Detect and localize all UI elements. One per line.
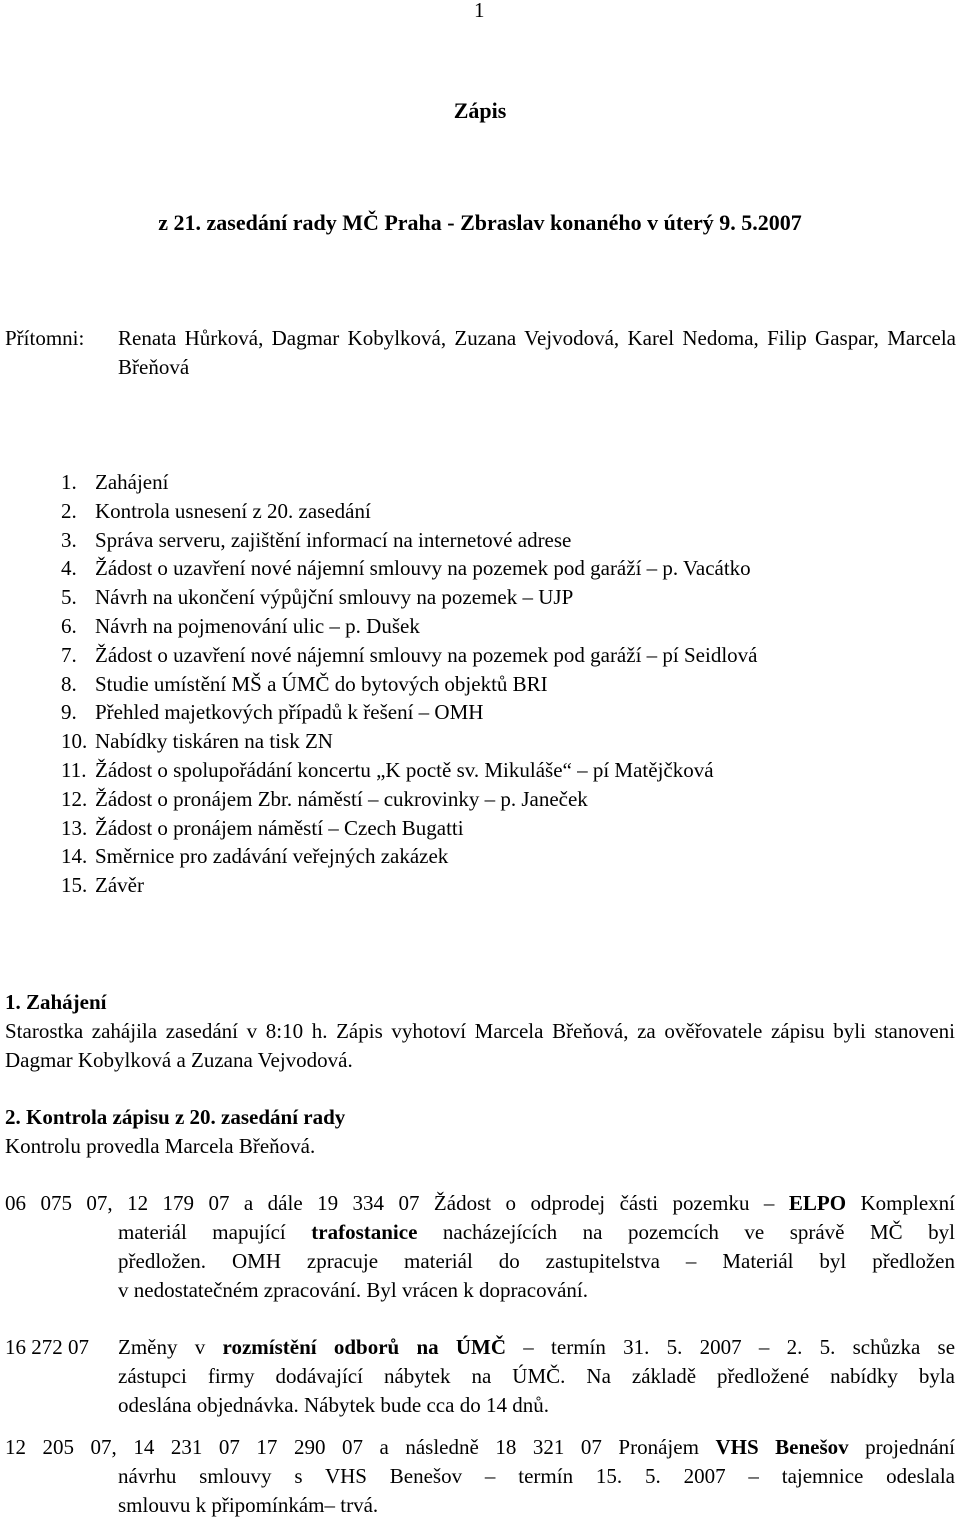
agenda-item bbox=[61, 670, 757, 699]
agenda-item-number: 5. bbox=[61, 585, 77, 610]
agenda-item-number: 1. bbox=[61, 470, 77, 494]
case-item-heading-text: 06 075 07, 12 179 07 a dále 19 334 07 Žádost o odprodej části pozemku – bbox=[5, 1191, 789, 1215]
agenda-item-number: 4. bbox=[61, 556, 77, 581]
agenda-item-number: 11. bbox=[61, 757, 87, 782]
case-item-heading-tail: projednání bbox=[848, 1435, 955, 1459]
case-item-body bbox=[118, 1362, 955, 1420]
case-item-heading-text: 12 205 07, 14 231 07 17 290 07 a následně 18 321 07 Pronájem bbox=[5, 1435, 716, 1459]
attendees-names: Renata Hůrková, Dagmar Kobylková, Zuzana Vejvodová, Karel Nedoma, Filip Gaspar, Marcela Břeňová bbox=[118, 326, 956, 379]
agenda-item-text: Návrh na pojmenování ulic – p. Dušek bbox=[95, 613, 420, 638]
case-item-line-text: materiál mapující bbox=[118, 1220, 312, 1244]
agenda-item-text: Přehled majetkových případů k řešení – OMH bbox=[95, 700, 484, 725]
agenda-item-number: 12. bbox=[61, 786, 88, 811]
agenda-item-text: Žádost o pronájem náměstí – Czech Bugatti bbox=[95, 815, 464, 840]
section-review bbox=[5, 1103, 955, 1161]
agenda-item bbox=[61, 814, 757, 843]
agenda-item-text: Správa serveru, zajištění informací na internetové adrese bbox=[95, 527, 572, 552]
agenda-item bbox=[61, 554, 757, 583]
section-opening-text: Starostka zahájila zasedání v 8:10 h. Zápis vyhotoví Marcela Břeňová, za ověřovatele zápisu byli stanoveni Dagmar Kobylková a Zuzana Vejvodová. bbox=[5, 1019, 955, 1072]
case-item-line bbox=[118, 1218, 955, 1247]
agenda-item bbox=[61, 785, 757, 814]
agenda-item bbox=[61, 497, 757, 526]
agenda-item-text: Návrh na ukončení výpůjční smlouvy na pozemek – UJP bbox=[95, 585, 574, 610]
agenda-item-number: 14. bbox=[61, 844, 88, 869]
section-opening bbox=[5, 988, 955, 1075]
agenda-item-text: Závěr bbox=[95, 873, 144, 898]
case-item-heading bbox=[5, 1433, 955, 1462]
agenda-item-text: Žádost o uzavření nové nájemní smlouvy na pozemek pod garáží – pí Seidlová bbox=[95, 642, 758, 667]
case-item-line: návrhu smlouvy s VHS Benešov – termín 15. 5. 2007 – tajemnice odeslala bbox=[118, 1464, 955, 1488]
agenda-item-number: 10. bbox=[61, 729, 88, 754]
section-review-text: Kontrolu provedla Marcela Břeňová. bbox=[5, 1134, 316, 1158]
agenda-item bbox=[61, 727, 757, 756]
case-item-line: smlouvu k připomínkám– trvá. bbox=[118, 1493, 379, 1517]
agenda-item-number: 9. bbox=[61, 700, 77, 725]
case-item-elpo bbox=[5, 1189, 955, 1305]
agenda-item bbox=[61, 756, 757, 785]
agenda-item-number: 7. bbox=[61, 642, 77, 667]
case-item-line-bold: trafostanice bbox=[311, 1220, 418, 1244]
agenda-item-text: Směrnice pro zadávání veřejných zakázek bbox=[95, 844, 449, 869]
section-review-heading: 2. Kontrola zápisu z 20. zasedání rady bbox=[5, 1105, 346, 1129]
agenda-item-number: 15. bbox=[61, 873, 88, 898]
agenda-item bbox=[61, 641, 757, 670]
case-item-heading-text bbox=[118, 1333, 955, 1362]
case-item-office-layout bbox=[5, 1333, 955, 1420]
case-item-line: odeslána objednávka. Nábytek bude cca do 14 dnů. bbox=[118, 1393, 549, 1417]
case-item-heading-tail: – termín 31. 5. 2007 – 2. 5. schůzka se bbox=[506, 1335, 956, 1359]
document-subtitle: z 21. zasedání rady MČ Praha - Zbraslav konaného v úterý 9. 5.2007 bbox=[158, 210, 802, 235]
agenda-item-text: Žádost o pronájem Zbr. náměstí – cukrovinky – p. Janeček bbox=[95, 786, 588, 811]
agenda-item bbox=[61, 526, 757, 555]
agenda-item-text: Kontrola usnesení z 20. zasedání bbox=[95, 498, 371, 523]
attendees-label: Přítomni: bbox=[5, 326, 85, 350]
case-item-heading bbox=[5, 1189, 955, 1218]
case-item-body bbox=[118, 1218, 955, 1305]
case-item-line: předložen. OMH zpracuje materiál do zastupitelstva – Materiál byl předložen bbox=[118, 1249, 955, 1273]
agenda-item bbox=[61, 583, 757, 612]
case-item-heading-tail: Komplexní bbox=[846, 1191, 955, 1215]
case-item-line-tail: nacházejících na pozemcích ve správě MČ byl bbox=[417, 1220, 955, 1244]
agenda-item-number: 13. bbox=[61, 815, 88, 840]
case-item-heading-bold: VHS Benešov bbox=[715, 1435, 849, 1459]
case-item-body bbox=[118, 1462, 955, 1520]
agenda-item-text: Nabídky tiskáren na tisk ZN bbox=[95, 729, 333, 754]
case-item-number: 16 272 07 bbox=[5, 1335, 89, 1359]
document-title: Zápis bbox=[453, 98, 507, 123]
agenda-item-number: 8. bbox=[61, 671, 77, 696]
case-item-line: zástupci firmy dodávající nábytek na ÚMČ. Na základě předložené nabídky byla bbox=[118, 1364, 955, 1388]
case-item-heading-pre: Změny v bbox=[118, 1335, 223, 1359]
agenda-item-number: 6. bbox=[61, 613, 77, 638]
agenda-list bbox=[61, 468, 757, 900]
case-item-heading-bold: ELPO bbox=[788, 1191, 847, 1215]
agenda-item bbox=[61, 842, 757, 871]
agenda-item bbox=[61, 612, 757, 641]
agenda-item-text: Zahájení bbox=[95, 470, 169, 494]
agenda-item-number: 3. bbox=[61, 527, 77, 552]
case-item-line: v nedostatečném zpracování. Byl vrácen k dopracování. bbox=[118, 1278, 588, 1302]
section-opening-heading: 1. Zahájení bbox=[5, 990, 107, 1014]
agenda-item-text: Žádost o uzavření nové nájemní smlouvy na pozemek pod garáží – p. Vacátko bbox=[95, 556, 751, 581]
case-item-heading-bold: rozmístění odborů na ÚMČ bbox=[222, 1335, 507, 1359]
case-item-vhs-benesov bbox=[5, 1433, 955, 1520]
agenda-item bbox=[61, 468, 757, 497]
agenda-item-number: 2. bbox=[61, 498, 77, 523]
agenda-item-text: Studie umístění MŠ a ÚMČ do bytových objektů BRI bbox=[95, 671, 548, 696]
page-number: 1 bbox=[474, 0, 485, 22]
agenda-item bbox=[61, 698, 757, 727]
agenda-item-text: Žádost o spolupořádání koncertu „K poctě sv. Mikuláše“ – pí Matějčková bbox=[95, 757, 714, 782]
case-item-heading bbox=[5, 1333, 955, 1362]
agenda-item bbox=[61, 871, 757, 900]
